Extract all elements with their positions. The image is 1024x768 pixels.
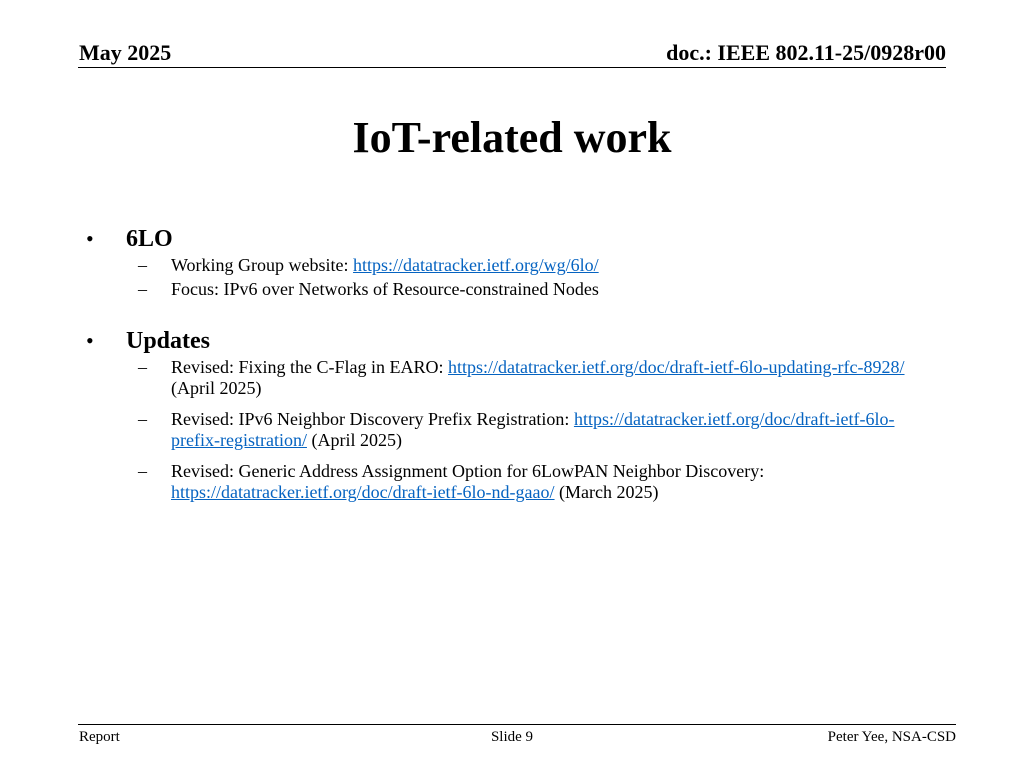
list-item [86, 357, 936, 399]
item-date: (March 2025) [554, 482, 659, 502]
dash-glyph: – [138, 279, 147, 299]
header-divider [78, 67, 946, 68]
dash-glyph: – [138, 357, 147, 377]
item-date: (April 2025) [306, 430, 402, 450]
dash-glyph: – [138, 255, 147, 275]
section-heading-row [86, 327, 936, 355]
working-group-link[interactable]: https://datatracker.ietf.org/wg/6lo/ [353, 255, 599, 275]
list-item [86, 461, 936, 503]
list-item [86, 255, 936, 276]
list-item [86, 279, 936, 300]
bullet-glyph: • [86, 328, 94, 353]
item-text: Focus: IPv6 over Networks of Resource-constrained Nodes [171, 279, 599, 299]
footer-author: Peter Yee, NSA-CSD [827, 729, 956, 745]
footer-divider [78, 724, 956, 725]
header-doc-id: doc.: IEEE 802.11-25/0928r00 [666, 40, 946, 65]
list-item [86, 409, 936, 451]
header-date: May 2025 [79, 40, 172, 65]
sub-list-updates [86, 357, 936, 503]
item-text: Revised: Generic Address Assignment Option for 6LowPAN Neighbor Discovery: [171, 461, 765, 481]
bullet-glyph: • [86, 226, 94, 251]
section-heading-updates: Updates [126, 328, 211, 354]
sub-list-6lo [86, 255, 936, 300]
nd-gaao-link[interactable]: https://datatracker.ietf.org/doc/draft-ietf-6lo-nd-gaao/ [171, 482, 555, 502]
prefix-registration-link[interactable]: https://datatracker.ietf.org/doc/draft-ietf-6lo-prefix-registration/ [171, 409, 895, 450]
item-text: Revised: IPv6 Neighbor Discovery Prefix Registration: [171, 409, 574, 429]
slide-title: IoT-related work [352, 113, 672, 162]
section-updates [86, 327, 936, 513]
section-heading-6lo: 6LO [126, 226, 173, 252]
section-6lo [86, 225, 936, 300]
c-flag-draft-link[interactable]: https://datatracker.ietf.org/doc/draft-ietf-6lo-updating-rfc-8928/ [448, 357, 905, 377]
item-text: Revised: Fixing the C-Flag in EARO: [171, 357, 448, 377]
dash-glyph: – [138, 461, 147, 481]
item-text: Working Group website: [171, 255, 354, 275]
dash-glyph: – [138, 409, 147, 429]
slide-number: Slide 9 [490, 729, 534, 745]
footer-left: Report [79, 729, 120, 745]
section-heading-row [86, 225, 936, 253]
item-date: (April 2025) [171, 378, 262, 398]
